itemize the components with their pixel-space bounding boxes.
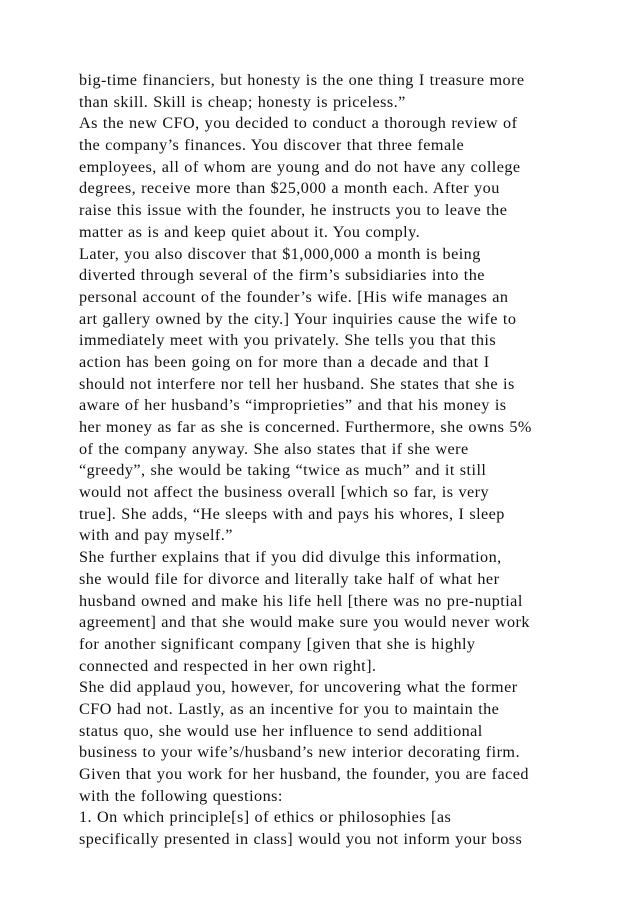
text-line-24: she would file for divorce and literally take half of what her <box>79 569 500 588</box>
text-line-30: CFO had not. Lastly, as an incentive for you to maintain the <box>79 699 500 718</box>
text-line-23: She further explains that if you did divulge this information, <box>79 548 502 567</box>
text-line-5: employees, all of whom are young and do not have any college <box>79 157 521 176</box>
text-line-2: than skill. Skill is cheap; honesty is priceless.” <box>79 92 406 111</box>
text-line-19: “greedy”, she would be taking “twice as much” and it still <box>79 461 487 480</box>
text-line-1: big-time financiers, but honesty is the one thing I treasure more <box>79 71 525 89</box>
text-line-14: action has been going on for more than a decade and that I <box>79 352 490 371</box>
text-line-15: should not interfere nor tell her husband. She states that she is <box>79 374 515 393</box>
text-line-32: business to your wife’s/husband’s new interior decorating firm. <box>79 743 520 762</box>
text-line-22: with and pay myself.” <box>79 526 233 545</box>
text-line-21: true]. She adds, “He sleeps with and pays his whores, I sleep <box>79 504 505 523</box>
text-line-25: husband owned and make his life hell [there was no pre-nuptial <box>79 591 523 610</box>
text-line-9: Later, you also discover that $1,000,000 a month is being <box>79 244 481 263</box>
text-line-10: diverted through several of the firm’s subsidiaries into the <box>79 266 485 285</box>
text-line-26: agreement] and that she would make sure you would never work <box>79 613 530 632</box>
text-line-20: would not affect the business overall [which so far, is very <box>79 483 490 502</box>
text-line-12: art gallery owned by the city.] Your inquiries cause the wife to <box>79 309 517 328</box>
text-line-36: specifically presented in class] would you not inform your boss <box>79 830 523 849</box>
text-line-29: She did applaud you, however, for uncovering what the former <box>79 678 518 697</box>
text-line-34: with the following questions: <box>79 786 283 805</box>
text-line-28: connected and respected in her own right]. <box>79 656 377 675</box>
text-line-27: for another significant company [given that she is highly <box>79 634 476 653</box>
text-line-4: the company’s finances. You discover that three female <box>79 136 465 155</box>
text-line-8: matter as is and keep quiet about it. You comply. <box>79 222 421 241</box>
text-line-33: Given that you work for her husband, the founder, you are faced <box>79 765 529 783</box>
text-line-18: of the company anyway. She also states that if she were <box>79 439 469 458</box>
text-line-13: immediately meet with you privately. She tells you that this <box>79 331 497 350</box>
text-line-17: her money as far as she is concerned. Furthermore, she owns 5% <box>79 418 532 436</box>
body-text <box>79 70 579 851</box>
text-line-31: status quo, she would use her influence to send additional <box>79 721 483 740</box>
text-line-35: 1. On which principle[s] of ethics or philosophies [as <box>79 808 452 827</box>
text-line-11: personal account of the founder’s wife. [His wife manages an <box>79 287 509 306</box>
text-line-7: raise this issue with the founder, he instructs you to leave the <box>79 201 508 220</box>
text-line-16: aware of her husband’s “improprieties” and that his money is <box>79 396 507 415</box>
text-line-6: degrees, receive more than $25,000 a month each. After you <box>79 179 500 198</box>
text-line-3: As the new CFO, you decided to conduct a thorough review of <box>79 114 518 133</box>
